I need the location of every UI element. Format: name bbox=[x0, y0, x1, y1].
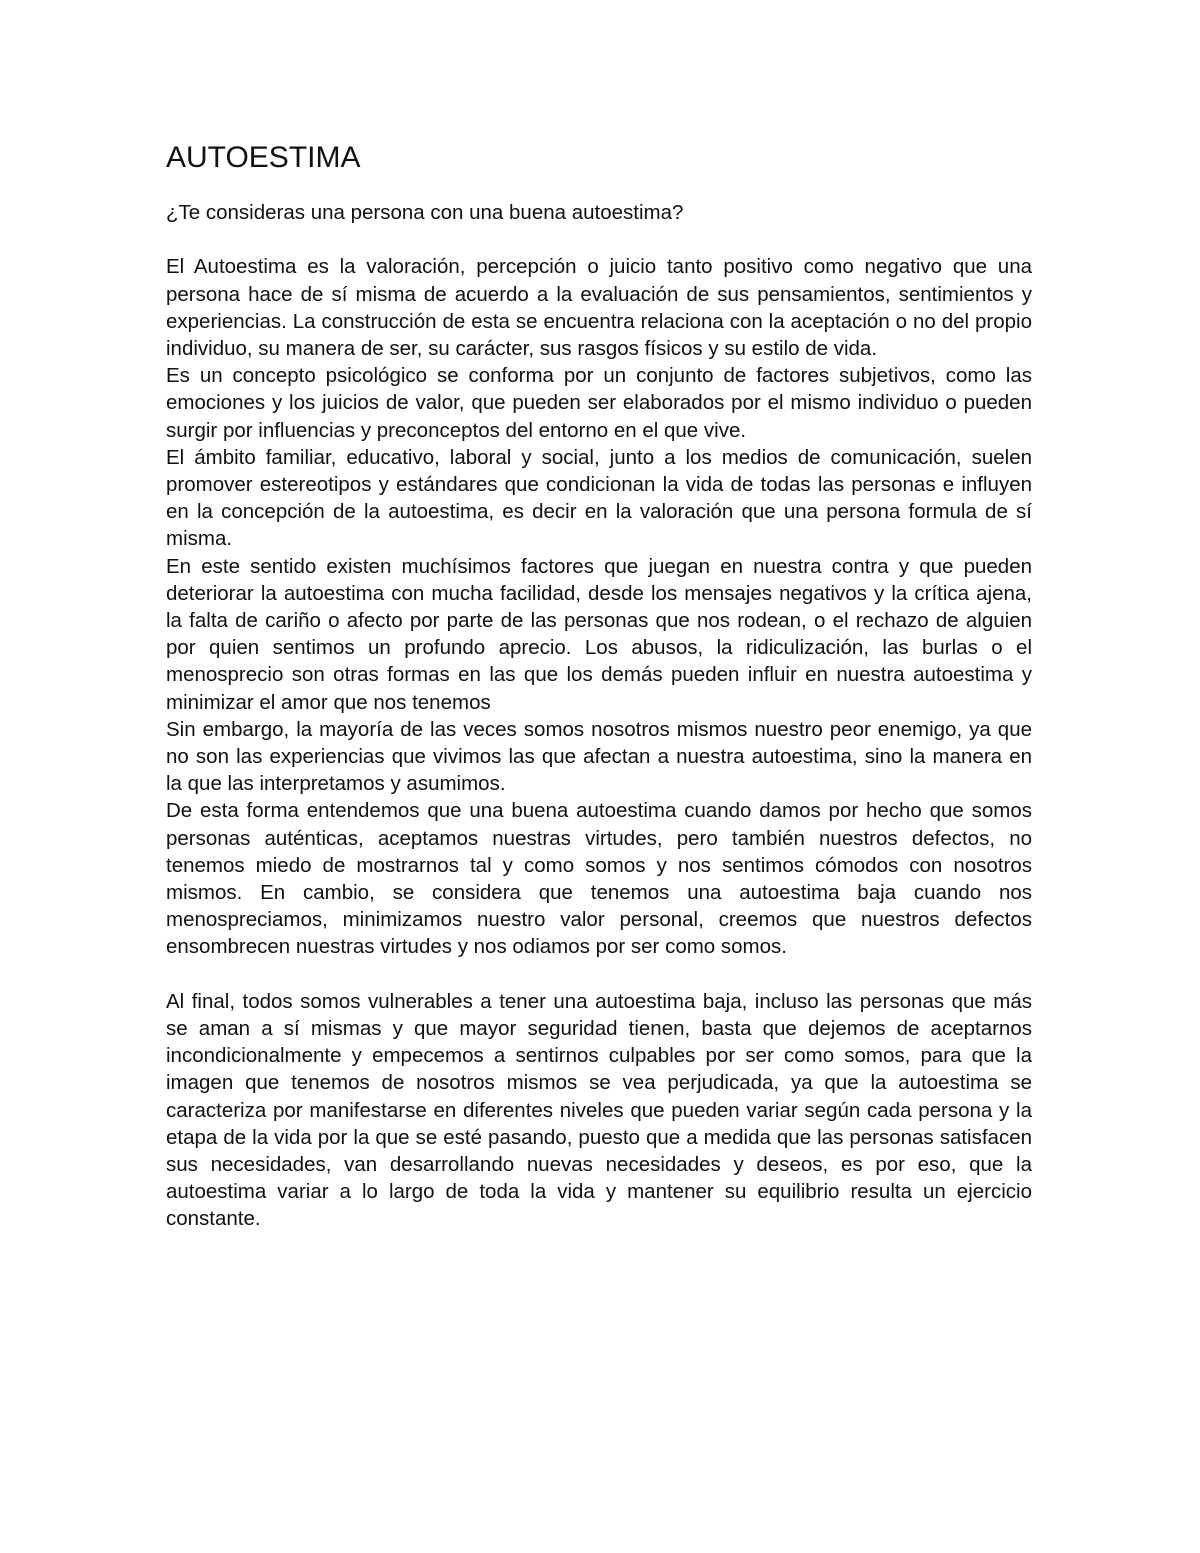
paragraph-factors: En este sentido existen muchísimos factores que juegan en nuestra contra y que pueden deteriorar la autoestima con mucha facilidad, desde los mensajes negativos y la crítica ajena, la falta de cariño o afecto por parte de las personas que nos rodean, o el rechazo de alguien por quien sentimos un profundo aprecio. Los abusos, la ridiculización, las burlas o el menosprecio son otras formas en las que los demás pueden influir en nuestra autoestima y minimizar el amor que nos tenemos bbox=[166, 554, 1032, 714]
document-page bbox=[166, 140, 1032, 1233]
paragraph-spacer bbox=[166, 961, 1032, 988]
paragraph-good-vs-low: De esta forma entendemos que una buena autoestima cuando damos por hecho que somos personas auténticas, aceptamos nuestras virtudes, pero también nuestros defectos, no tenemos miedo de mostrarnos tal y como somos y nos sentimos cómodos con nosotros mismos. En cambio, se considera que tenemos una autoestima baja cuando nos menospreciamos, minimizamos nuestro valor personal, creemos que nuestros defectos ensombrecen nuestras virtudes y nos odiamos por ser como somos. bbox=[166, 799, 1032, 959]
paragraph-definition: El Autoestima es la valoración, percepción o juicio tanto positivo como negativo que una persona hace de sí misma de acuerdo a la evaluación de sus pensamientos, sentimientos y experiencias. La construcción de esta se encuentra relaciona con la aceptación o no del propio individuo, su manera de ser, su carácter, sus rasgos físicos y su estilo de vida. bbox=[166, 255, 1032, 360]
paragraph-environment: El ámbito familiar, educativo, laboral y social, junto a los medios de comunicación, suelen promover estereotipos y estándares que condicionan la vida de todas las personas e influyen en la concepción de la autoestima, es decir en la valoración que una persona formula de sí misma. bbox=[166, 445, 1032, 551]
paragraph-self-enemy: Sin embargo, la mayoría de las veces somos nosotros mismos nuestro peor enemigo, ya que no son las experiencias que vivimos las que afectan a nuestra autoestima, sino la manera en la que las interpretamos y asumimos. bbox=[166, 717, 1032, 796]
document-body bbox=[166, 253, 1032, 1232]
paragraph-conclusion: Al final, todos somos vulnerables a tener una autoestima baja, incluso las personas que más se aman a sí mismas y que mayor seguridad tienen, basta que dejemos de aceptarnos incondicionalmente y empecemos a sentirnos culpables por ser como somos, para que la imagen que tenemos de nosotros mismos se vea perjudicada, ya que la autoestima se caracteriza por manifestarse en diferentes niveles que pueden variar según cada persona y la etapa de la vida por la que se esté pasando, puesto que a medida que las personas satisfacen sus necesidades, van desarrollando nuevas necesidades y deseos, es por eso, que la autoestima variar a lo largo de toda la vida y mantener su equilibrio resulta un ejercicio constante. bbox=[166, 989, 1032, 1231]
paragraph-concept: Es un concepto psicológico se conforma por un conjunto de factores subjetivos, como las emociones y los juicios de valor, que pueden ser elaborados por el mismo individuo o pueden surgir por influencias y preconceptos del entorno en el que vive. bbox=[166, 364, 1032, 442]
document-title: AUTOESTIMA bbox=[166, 141, 361, 174]
intro-question: ¿Te consideras una persona con una buena autoestima? bbox=[166, 201, 684, 224]
